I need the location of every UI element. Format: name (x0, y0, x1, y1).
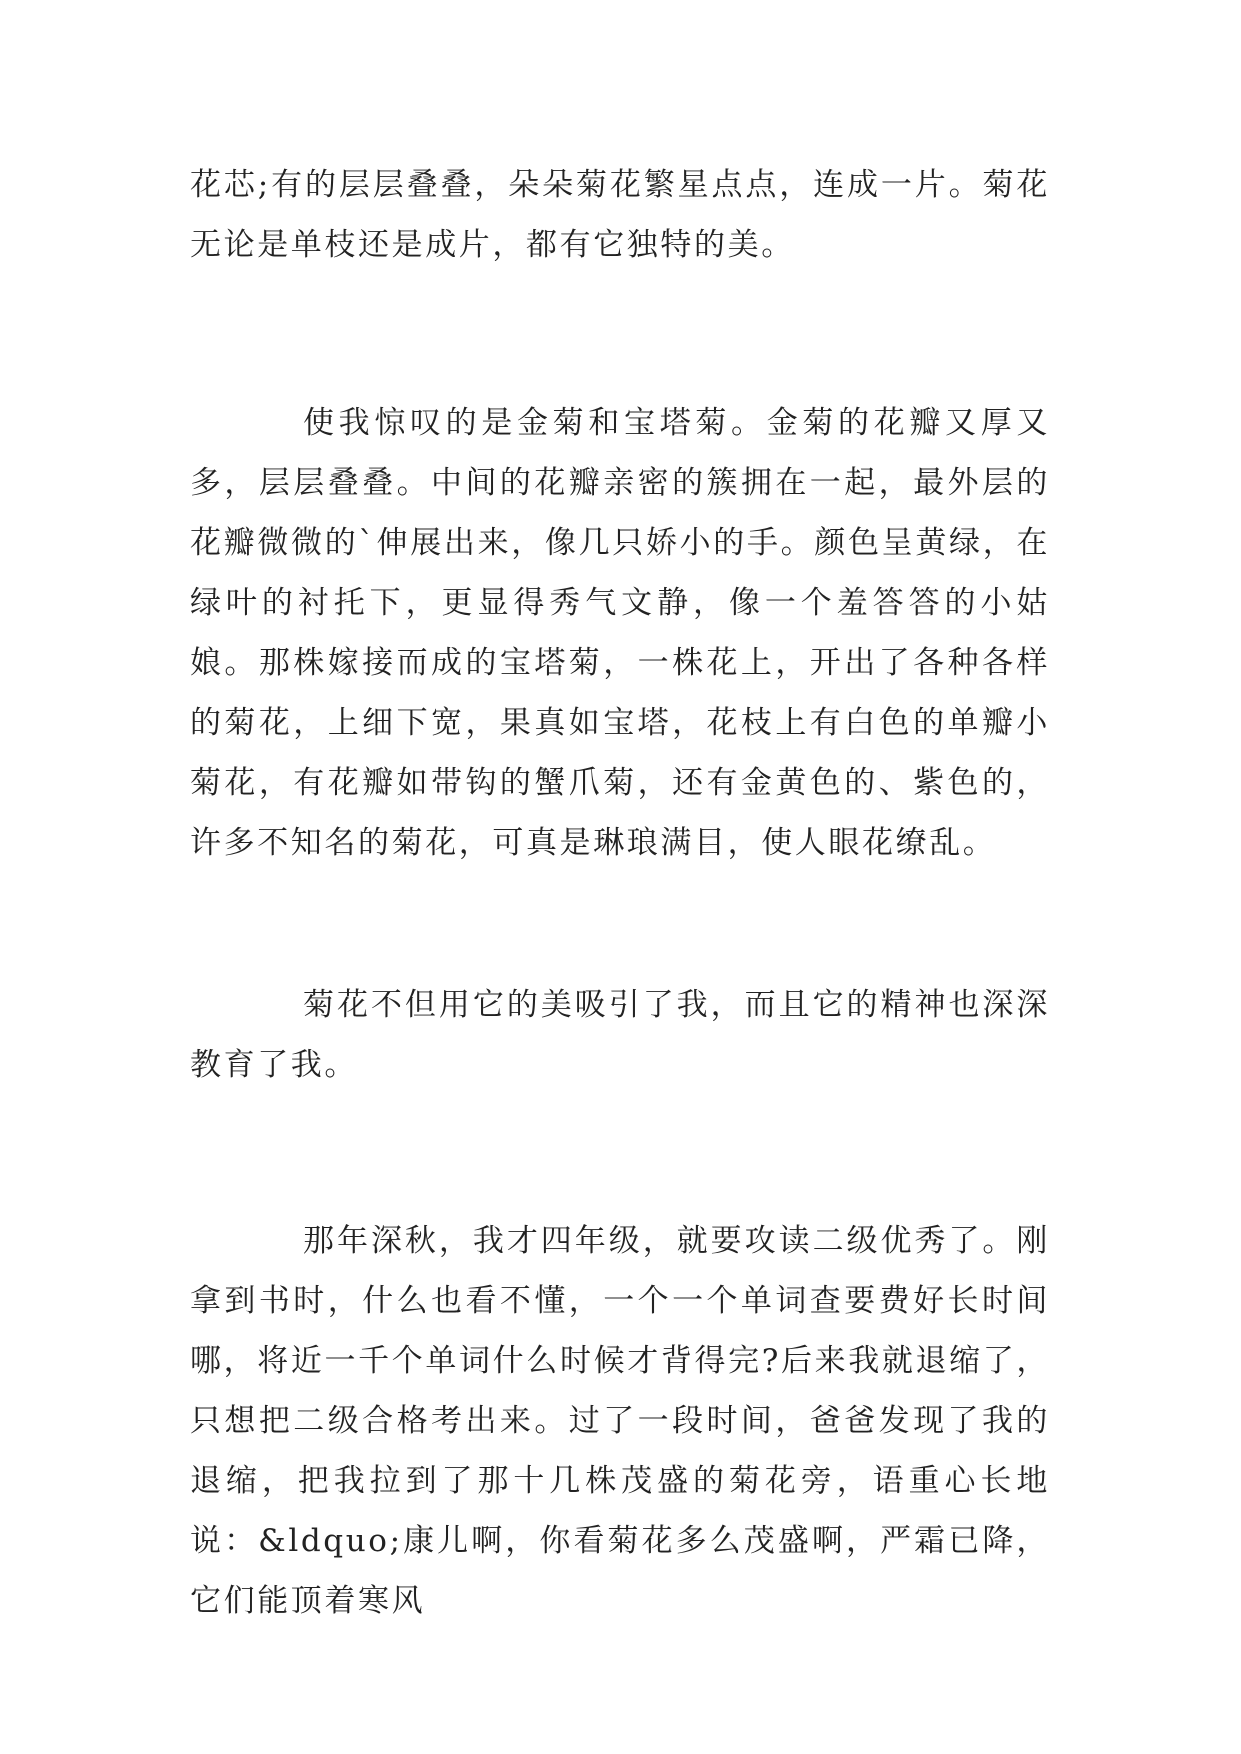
paragraph-4: 那年深秋，我才四年级，就要攻读二级优秀了。刚拿到书时，什么也看不懂，一个一个单词查要费好长时间哪，将近一千个单词什么时候才背得完?后来我就退缩了，只想把二级合格考出来。过了一段时间，爸爸发现了我的退缩，把我拉到了那十几株茂盛的菊花旁，语重心长地说：&ldquo;康儿啊，你看菊花多么茂盛啊，严霜已降，它们能顶着寒风 (190, 1223, 1050, 1619)
paragraph-2: 使我惊叹的是金菊和宝塔菊。金菊的花瓣又厚又多，层层叠叠。中间的花瓣亲密的簇拥在一起，最外层的花瓣微微的`伸展出来，像几只娇小的手。颜色呈黄绿，在绿叶的衬托下，更显得秀气文静，像一个羞答答的小姑娘。那株嫁接而成的宝塔菊，一株花上，开出了各种各样的菊花，上细下宽，果真如宝塔，花枝上有白色的单瓣小菊花，有花瓣如带钩的蟹爪菊，还有金黄色的、紫色的，许多不知名的菊花，可真是琳琅满目，使人眼花缭乱。 (190, 405, 1050, 861)
paragraph-3: 菊花不但用它的美吸引了我，而且它的精神也深深教育了我。 (190, 987, 1050, 1083)
paragraph-1: 花芯;有的层层叠叠，朵朵菊花繁星点点，连成一片。菊花无论是单枝还是成片，都有它独特的美。 (190, 167, 1050, 263)
